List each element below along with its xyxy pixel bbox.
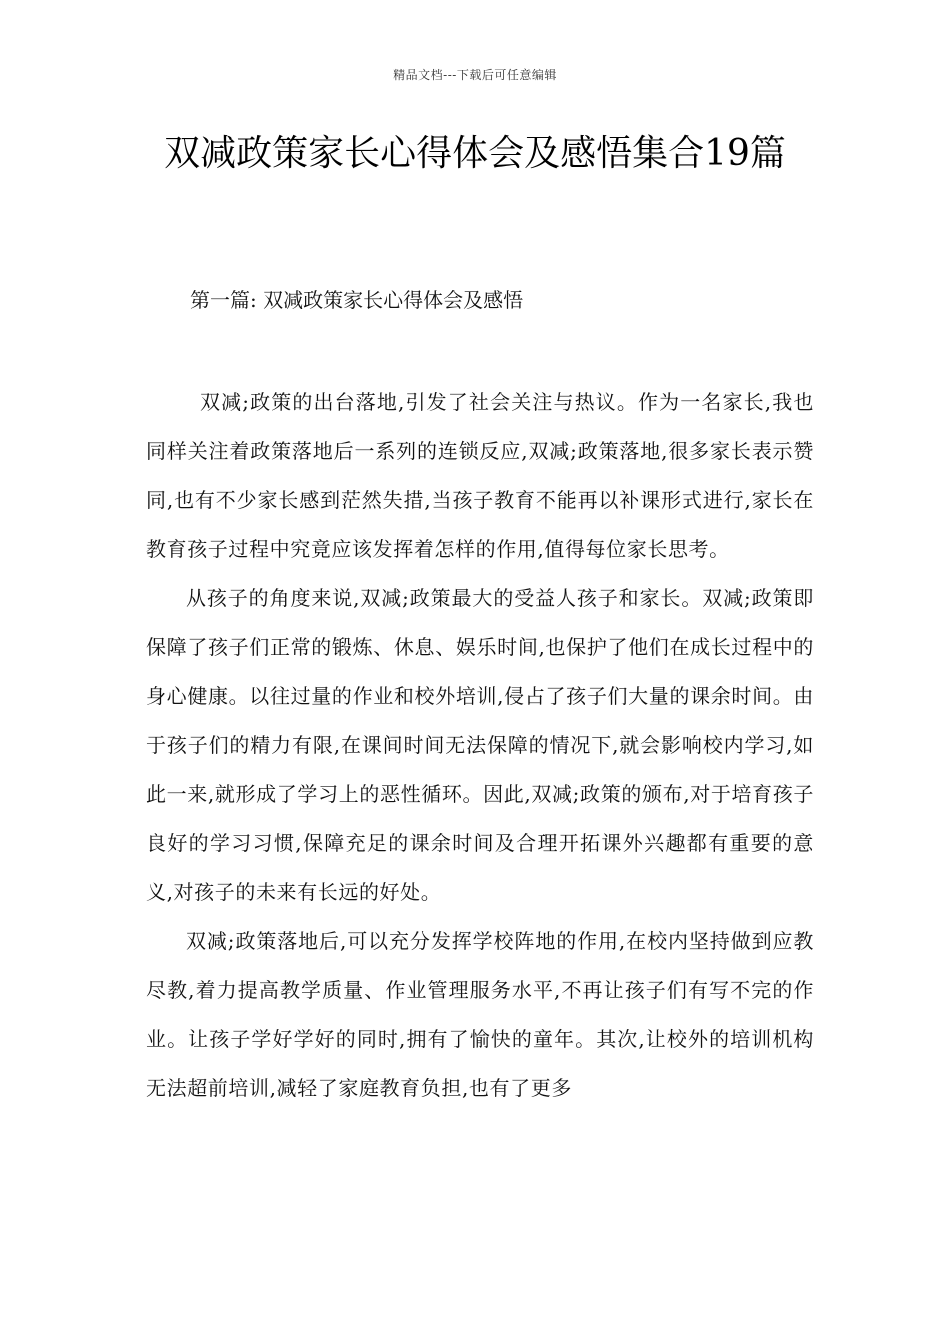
- document-title: 双减政策家长心得体会及感悟集合19篇: [164, 133, 786, 174]
- paragraph-1: 双减;政策的出台落地,引发了社会关注与热议。作为一名家长,我也同样关注着政策落地后一系列的连锁反应,双减;政策落地,很多家长表示赞同,也有不少家长感到茫然失措,当孩子教育不能再以补课形式进行,家长在教育孩子过程中究竟应该发挥着怎样的作用,值得每位家长思考。: [146, 390, 814, 561]
- paragraph-3: 双减;政策落地后,可以充分发挥学校阵地的作用,在校内坚持做到应教尽教,着力提高教学质量、作业管理服务水平,不再让孩子们有写不完的作业。让孩子学好学好的同时,拥有了愉快的童年。其次,让校外的培训机构无法超前培训,减轻了家庭教育负担,也有了更多: [146, 929, 814, 1100]
- header-note: 精品文档---下载后可任意编辑: [393, 68, 557, 82]
- paragraph-2: 从孩子的角度来说,双减;政策最大的受益人孩子和家长。双减;政策即保障了孩子们正常的锻炼、休息、娱乐时间,也保护了他们在成长过程中的身心健康。以往过量的作业和校外培训,侵占了孩子们大量的课余时间。由于孩子们的精力有限,在课间时间无法保障的情况下,就会影响校内学习,如此一来,就形成了学习上的恶性循环。因此,双减;政策的颁布,对于培育孩子良好的学习习惯,保障充足的课余时间及合理开拓课外兴趣都有重要的意义,对孩子的未来有长远的好处。: [146, 586, 814, 904]
- body-text: [146, 378, 814, 1113]
- section-heading: 第一篇: 双减政策家长心得体会及感悟: [190, 288, 524, 312]
